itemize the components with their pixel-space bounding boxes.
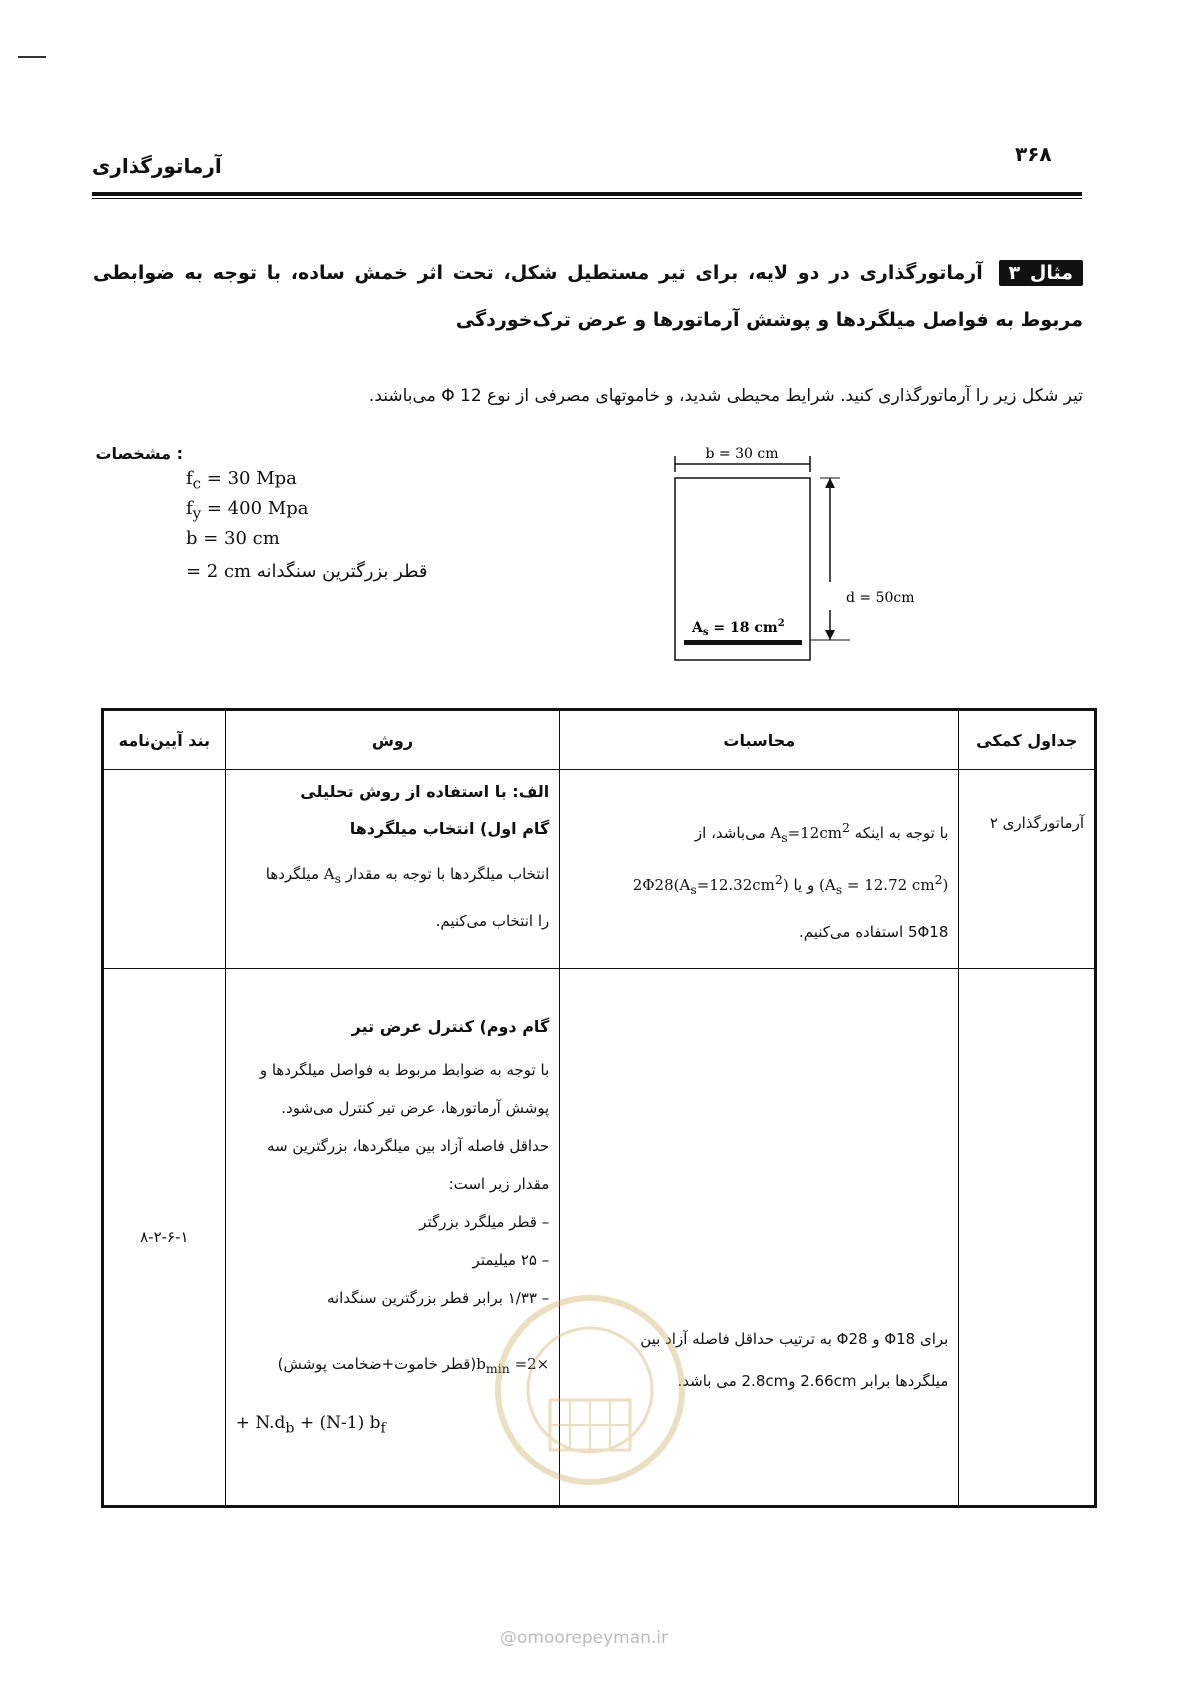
example-title-text: آرماتورگذاری در دو لایه، برای تیر مستطیل شکل، تحت اثر خمش ساده، با توجه به ضوابطی مربوط به فواصل میلگردها و پوشش آرماتورها و عرض ترک‌خوردگی	[93, 262, 1083, 331]
publisher-stamp-logo	[490, 1290, 690, 1490]
page-number: ۳۶۸	[1015, 142, 1052, 166]
intro-text: تیر شکل زیر را آرماتورگذاری کنید. شرایط محیطی شدید، و خاموتهای مصرفی از نوع 12 Φ می‌باشند.	[368, 386, 1083, 406]
header-rule	[92, 192, 1082, 196]
spec-fy: $f_y = 400$ Mpa	[186, 498, 309, 523]
header-method: روش	[225, 710, 560, 770]
method-line: – ۱/۳۳ برابر قطر بزرگترین سنگدانه	[326, 1289, 550, 1307]
formula-line: $b_{min}$ =2×(قطر خاموت+ضخامت پوشش)	[277, 1355, 550, 1376]
method-line: انتخاب میلگردها با توجه به مقدار $A_s$ میلگردها	[265, 865, 550, 886]
spec-aggregate	[186, 561, 427, 582]
cell-code	[103, 770, 226, 969]
table-row	[103, 770, 1096, 969]
width-label: b = 30 cm	[705, 446, 779, 462]
aux-text: آرماتورگذاری ۲	[989, 814, 1084, 832]
spec-aggregate-value: = 2 cm	[186, 561, 252, 582]
example-title	[93, 250, 1083, 344]
calc-line: برای Φ18 و Φ28 به ترتیب حداقل فاصله آزاد بین	[640, 1330, 949, 1348]
method-line: مقدار زیر است:	[448, 1175, 550, 1193]
stamp-outer-ring	[498, 1298, 682, 1482]
cell-method	[225, 770, 560, 969]
method-heading: الف: با استفاده از روش تحلیلی	[300, 782, 550, 801]
formula-line: + $N.d_b + (N-1)$ $b_f$	[235, 1413, 386, 1437]
cell-calc	[560, 770, 959, 969]
calc-line: ($A_s = 12.72$ $cm^2$) و یا $2\Phi 28(A_s=12.32cm^2)$	[632, 872, 949, 897]
method-line: حداقل فاصله آزاد بین میلگردها، بزرگترین سه	[267, 1137, 550, 1155]
calc-line: میلگردها برابر 2.66cm و2.8cm می باشد.	[677, 1372, 949, 1390]
cell-code	[103, 969, 226, 1507]
method-line: – قطر میلگرد بزرگتر	[419, 1213, 550, 1231]
method-step: گام اول) انتخاب میلگردها	[349, 819, 550, 838]
reinforcement-bar	[684, 640, 802, 645]
margin-mark	[18, 56, 46, 58]
cell-aux	[959, 770, 1096, 969]
method-step: گام دوم) کنترل عرض تیر	[351, 1017, 550, 1036]
method-line: پوشش آرماتورها، عرض تیر کنترل می‌شود.	[281, 1099, 550, 1117]
calc-line: با توجه به اینکه $A_s=12cm^2$ می‌باشد، از	[694, 820, 949, 845]
steel-label: $A_s = 18$ $cm^2$	[692, 618, 785, 638]
depth-arrow-bottom	[825, 630, 835, 640]
site-watermark: @omoorepeyman.ir	[500, 1628, 669, 1648]
header-aux-tables: جداول کمکی	[959, 710, 1096, 770]
header-code-clause: بند آیین‌نامه	[103, 710, 226, 770]
method-line: با توجه به ضوابط مربوط به فواصل میلگردها و	[259, 1061, 550, 1079]
cell-aux	[959, 969, 1096, 1507]
code-clause: ۸-۲-۶-۱	[140, 1228, 189, 1246]
example-badge: مثال ۳	[999, 260, 1084, 286]
section-title: آرماتورگذاری	[92, 154, 222, 178]
header-rule-thin	[92, 198, 1082, 199]
spec-b: b = 30 cm	[186, 528, 280, 549]
specs-label: : مشخصات	[95, 444, 183, 463]
spec-fc: $f_c = 30$ Mpa	[186, 468, 297, 493]
calc-line: 5Φ18 استفاده می‌کنیم.	[798, 923, 949, 941]
spec-aggregate-label: قطر بزرگترین سنگدانه	[256, 561, 428, 582]
depth-label: d = 50cm	[846, 590, 915, 606]
beam-section-diagram	[660, 440, 915, 670]
method-line: – ۲۵ میلیمتر	[472, 1251, 550, 1269]
table-header-row	[103, 710, 1096, 770]
header-calculations: محاسبات	[560, 710, 959, 770]
method-line: را انتخاب می‌کنیم.	[435, 912, 550, 930]
depth-arrow-top	[825, 478, 835, 488]
